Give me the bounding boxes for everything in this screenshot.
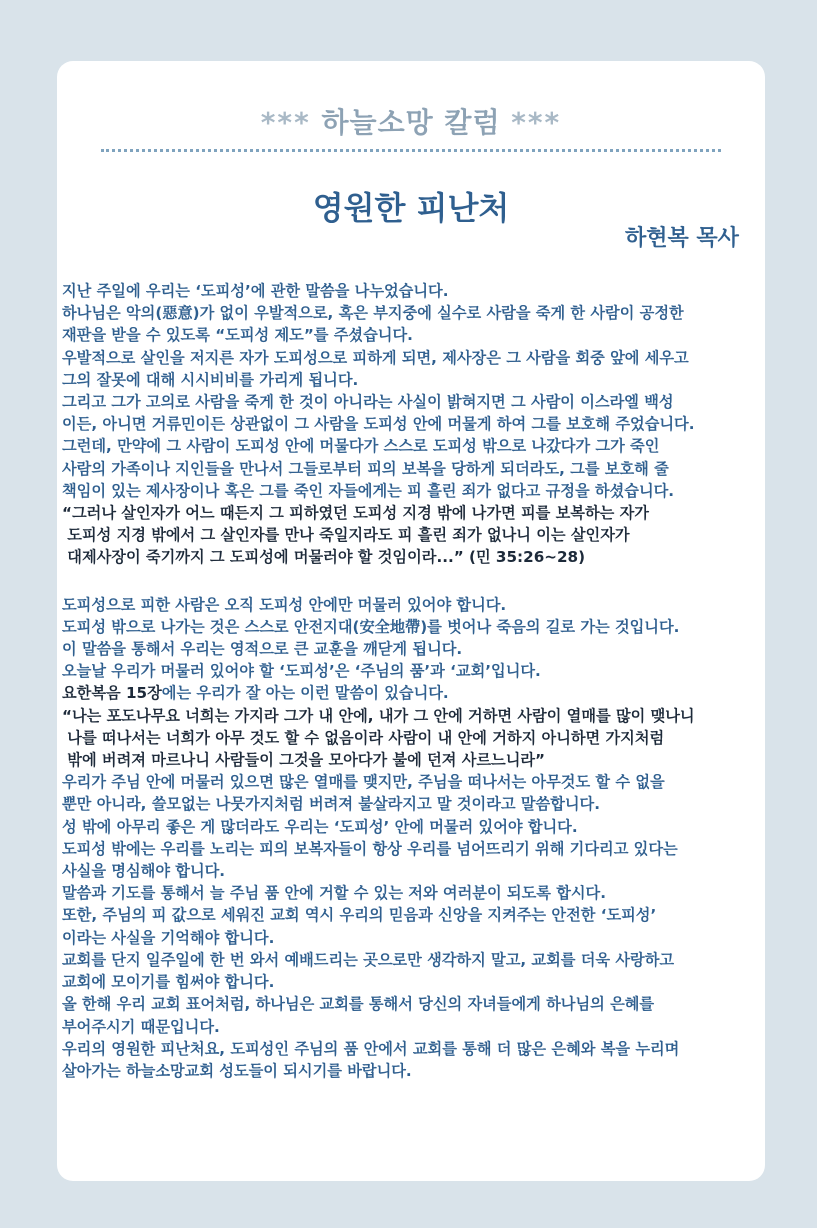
column-card	[57, 61, 765, 1181]
scripture-quote-line: “나는 포도나무요 너희는 가지라 그가 내 안에, 내가 그 안에 거하면 사람이 열매를 많이 맺나니	[62, 706, 695, 725]
body-line: 우발적으로 살인을 저지른 자가 도피성으로 피하게 되면, 제사장은 그 사람을 회중 앞에 세우고	[62, 348, 689, 367]
body-line: 재판을 받을 수 있도록 “도피성 제도”를 주셨습니다.	[62, 326, 413, 345]
column-name: 하늘소망 칼럼	[321, 106, 501, 139]
body-line: 그런데, 만약에 그 사람이 도피성 안에 머물다가 스스로 도피성 밖으로 나갔다가 그가 죽인	[62, 437, 660, 456]
body-line: 사실을 명심해야 합니다.	[62, 862, 226, 881]
scripture-quote-line: 밖에 버려져 마르나니 사람들이 그것을 모아다가 불에 던져 사르느니라”	[62, 751, 546, 770]
paragraph-gap	[62, 569, 762, 594]
body-line: 하나님은 악의(惡意)가 없이 우발적으로, 혹은 부지중에 실수로 사람을 죽게 한 사람이 공정한	[62, 304, 684, 323]
body-line: 살아가는 하늘소망교회 성도들이 되시기를 바랍니다.	[62, 1061, 412, 1080]
body-line: 이 말씀을 통해서 우리는 영적으로 큰 교훈을 깨닫게 됩니다.	[62, 640, 463, 659]
body-line: 그의 잘못에 대해 시시비비를 가리게 됩니다.	[62, 370, 359, 389]
scripture-quote-line: 도피성 지경 밖에서 그 살인자를 만나 죽일지라도 피 흘린 죄가 없나니 이는 살인자가	[62, 526, 630, 545]
scripture-reference: 요한복음 15장	[62, 684, 162, 703]
dotted-divider	[101, 149, 721, 152]
article-body	[62, 280, 762, 1082]
body-line: 사람의 가족이나 지인들을 만나서 그들로부터 피의 보복을 당하게 되더라도, 그를 보호해 줄	[62, 459, 669, 478]
body-line: 우리가 주님 안에 머물러 있으면 많은 열매를 맺지만, 주님을 떠나서는 아무것도 할 수 없을	[62, 773, 665, 792]
body-line: 부어주시기 때문입니다.	[62, 1017, 220, 1036]
body-line: 우리의 영원한 피난처요, 도피성인 주님의 품 안에서 교회를 통해 더 많은 은혜와 복을 누리며	[62, 1039, 680, 1058]
body-line: 이든, 아니면 거류민이든 상관없이 그 사람을 도피성 안에 머물게 하여 그를 보호해 주었습니다.	[62, 415, 695, 434]
stars-right: ***	[511, 106, 562, 139]
body-line: 도피성으로 피한 사람은 오직 도피성 안에만 머물러 있어야 합니다.	[62, 595, 507, 614]
scripture-intro-text: 에는 우리가 잘 아는 이런 말씀이 있습니다.	[161, 684, 449, 703]
scripture-quote-line: 나를 떠나서는 너희가 아무 것도 할 수 없음이라 사람이 내 안에 거하지 아니하면 가지처럼	[62, 728, 665, 747]
scripture-intro-line	[62, 682, 762, 704]
body-line: 이라는 사실을 기억해야 합니다.	[62, 928, 275, 947]
body-line: 교회에 모이기를 힘써야 합니다.	[62, 973, 275, 992]
scripture-quote-line: 대제사장이 죽기까지 그 도피성에 머물러야 할 것임이라...” (민 35:26~28)	[62, 548, 586, 567]
body-line: 책임이 있는 제사장이나 혹은 그를 죽인 자들에게는 피 흘린 죄가 없다고 규정을 하셨습니다.	[62, 481, 675, 500]
body-line: 도피성 밖에는 우리를 노리는 피의 보복자들이 항상 우리를 넘어뜨리기 위해 기다리고 있다는	[62, 839, 678, 858]
stars-left: ***	[260, 106, 311, 139]
page-title: 영원한 피난처	[312, 189, 510, 227]
body-line: 성 밖에 아무리 좋은 게 많더라도 우리는 ‘도피성’ 안에 머물러 있어야 합니다.	[62, 817, 578, 836]
body-line: 올 한해 우리 교회 표어처럼, 하나님은 교회를 통해서 당신의 자녀들에게 하나님의 은혜를	[62, 995, 655, 1014]
body-line: 또한, 주님의 피 값으로 세워진 교회 역시 우리의 믿음과 신앙을 지켜주는 안전한 ‘도피성’	[62, 906, 657, 925]
body-line: 도피성 밖으로 나가는 것은 스스로 안전지대(安全地帶)를 벗어나 죽음의 길로 가는 것입니다.	[62, 617, 680, 636]
author-name: 하현복 목사	[625, 226, 739, 251]
body-line: 오늘날 우리가 머물러 있어야 할 ‘도피성’은 ‘주님의 품’과 ‘교회’입니다.	[62, 662, 541, 681]
body-line: 교회를 단지 일주일에 한 번 와서 예배드리는 곳으로만 생각하지 말고, 교회를 더욱 사랑하고	[62, 950, 675, 969]
body-line: 말씀과 기도를 통해서 늘 주님 품 안에 거할 수 있는 저와 여러분이 되도록 합시다.	[62, 884, 606, 903]
scripture-quote-line: “그러나 살인자가 어느 때든지 그 피하였던 도피성 지경 밖에 나가면 피를 보복하는 자가	[62, 504, 649, 523]
body-line: 뿐만 아니라, 쓸모없는 나뭇가지처럼 버려져 불살라지고 말 것이라고 말씀합니다.	[62, 795, 600, 814]
body-line: 지난 주일에 우리는 ‘도피성’에 관한 말씀을 나누었습니다.	[62, 282, 449, 300]
column-header	[57, 101, 765, 141]
body-line: 그리고 그가 고의로 사람을 죽게 한 것이 아니라는 사실이 밝혀지면 그 사람이 이스라엘 백성	[62, 393, 674, 412]
